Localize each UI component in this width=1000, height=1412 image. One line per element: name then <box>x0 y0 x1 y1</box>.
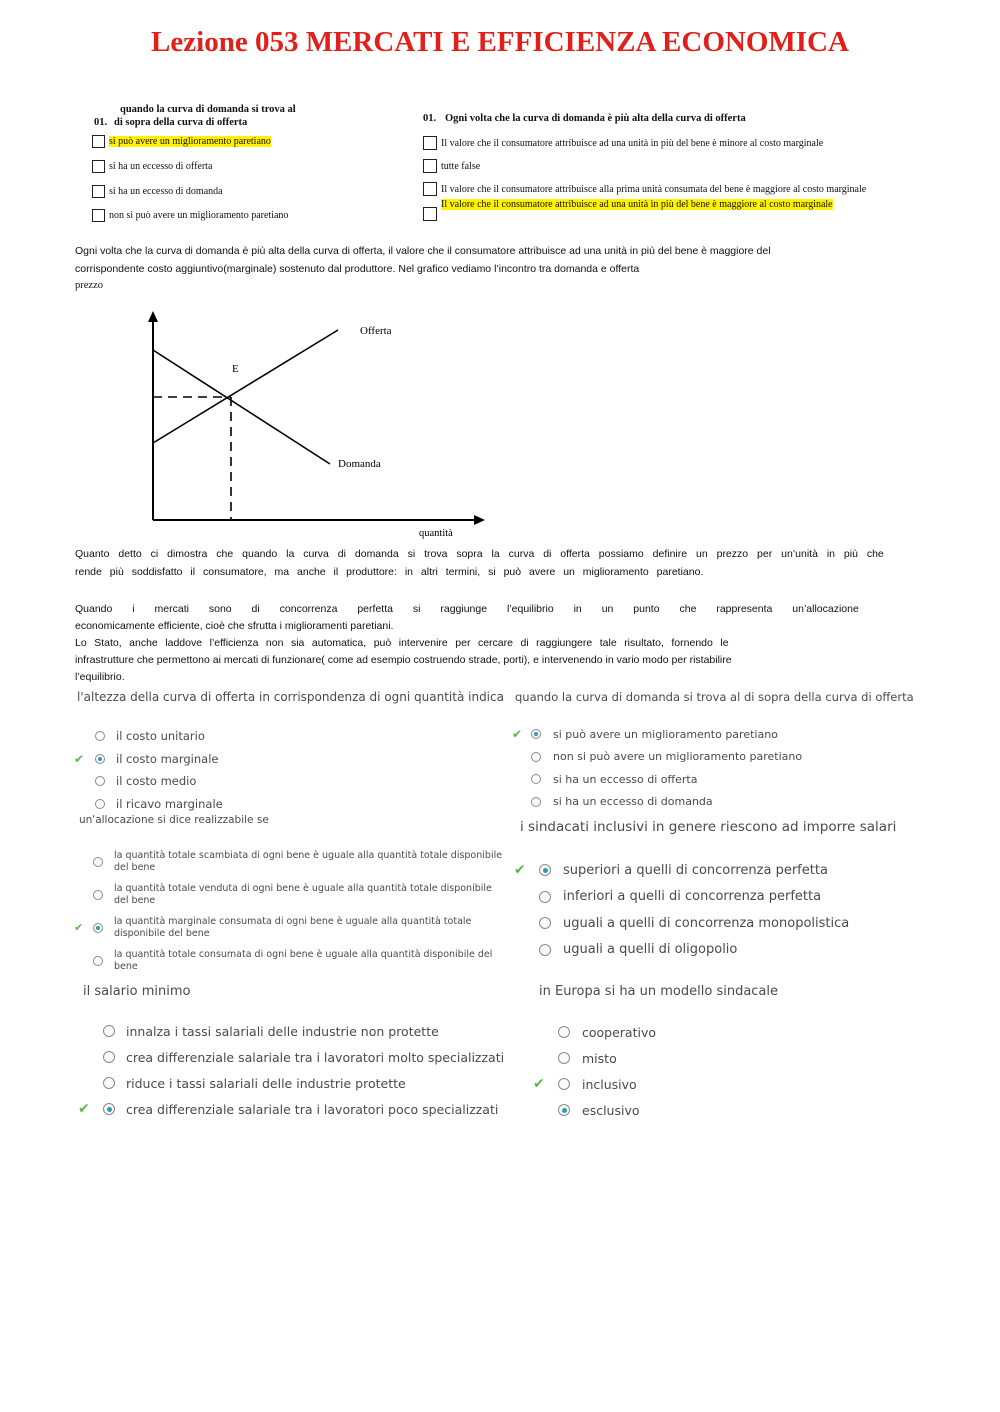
shot1-option-label: il costo medio <box>116 774 197 789</box>
shot2-options <box>512 723 802 813</box>
shot2-option-label: si può avere un miglioramento paretiano <box>553 727 778 741</box>
quiz-right-option[interactable] <box>423 182 866 196</box>
shot1-option-label: il costo marginale <box>116 751 219 766</box>
shot2-option[interactable] <box>512 723 802 746</box>
shot5-options <box>78 1018 504 1122</box>
radio-button[interactable] <box>103 1103 115 1115</box>
radio-button[interactable] <box>539 917 551 929</box>
quiz-left-option-label: non si può avere un miglioramento paretiano <box>109 210 289 221</box>
shot3-option-line2: del bene <box>114 861 156 873</box>
shot6-options <box>533 1019 656 1123</box>
shot6-option-label: inclusivo <box>582 1076 637 1092</box>
shot3-option-text <box>114 949 492 972</box>
shot3-option-line1: la quantità totale consumata di ogni bene è uguale alla quantità disponibile del <box>114 949 493 960</box>
shot5-question: il salario minimo <box>83 984 191 999</box>
shot4-options <box>514 857 849 963</box>
quiz-right-option-label: Il valore che il consumatore attribuisce ad una unità in più del bene è minore al costo marginale <box>441 137 824 149</box>
shot3-option-line1: la quantità totale scambiata di ogni bene è uguale alla quantità totale disponibile <box>114 850 503 861</box>
checkbox[interactable] <box>92 135 105 148</box>
shot6-option-label: cooperativo <box>582 1024 657 1040</box>
shot6-option[interactable] <box>533 1019 656 1045</box>
shot3-option[interactable] <box>74 845 502 878</box>
quiz-left-option[interactable] <box>92 160 212 173</box>
shot5-option-label: crea differenziale salariale tra i lavoratori molto specializzati <box>126 1049 505 1065</box>
radio-button[interactable] <box>531 752 541 762</box>
checkbox[interactable] <box>423 182 437 196</box>
paragraph-2 <box>75 546 884 581</box>
quiz-left-option[interactable] <box>92 185 223 198</box>
paragraph-2-line1: Quanto detto ci dimostra che quando la curva di domanda si trova sopra la curva di offerta possiamo definire un prezzo per un’unità in più che <box>75 548 884 560</box>
shot1-option[interactable] <box>74 725 223 748</box>
shot2-question: quando la curva di domanda si trova al di sopra della curva di offerta <box>515 690 914 704</box>
paragraph-1-line1: Ogni volta che la curva di domanda è più alta della curva di offerta, il valore che il consumatore attribuisce ad una unità in più del bene è maggiore del <box>75 245 771 257</box>
shot3-options <box>74 845 502 977</box>
quiz-right-question <box>423 112 746 125</box>
radio-button[interactable] <box>531 797 541 807</box>
shot1-question: l'altezza della curva di offerta in corrispondenza di ogni quantità indica <box>77 690 504 704</box>
radio-button[interactable] <box>558 1078 570 1090</box>
quiz-right-option-label: Il valore che il consumatore attribuisce alla prima unità consumata del bene è maggiore al costo marginale <box>441 183 867 195</box>
radio-button[interactable] <box>103 1051 115 1063</box>
shot2-option-label: si ha un eccesso di offerta <box>553 772 698 786</box>
check-icon: ✔ <box>74 751 85 766</box>
shot3-question: un'allocazione si dice realizzabile se <box>79 814 269 826</box>
paragraph-3-line4: infrastrutture che permettono ai mercati di funzionare( come ad esempio costruendo strade, porti), e intervenendo in vario modo per ristabilire <box>75 654 732 666</box>
check-icon: ✔ <box>514 862 526 879</box>
shot1-option[interactable] <box>74 770 223 793</box>
graph-y-label: prezzo <box>75 280 103 291</box>
supply-curve <box>153 330 338 443</box>
radio-button[interactable] <box>539 891 551 903</box>
quiz-right-option[interactable] <box>423 136 823 150</box>
shot6-option[interactable] <box>533 1097 656 1123</box>
shot3-option-line2: bene <box>114 960 138 972</box>
shot6-question: in Europa si ha un modello sindacale <box>539 984 779 999</box>
shot1-options <box>74 725 223 815</box>
shot4-option-label: uguali a quelli di oligopolio <box>563 942 738 958</box>
shot3-option-text <box>114 850 502 873</box>
y-axis-arrow <box>148 311 158 322</box>
shot2-option[interactable] <box>512 768 802 791</box>
paragraph-3-line2: economicamente efficiente, cioè che sfrutta i miglioramenti paretiani. <box>75 620 394 632</box>
quiz-right-option-label: Il valore che il consumatore attribuisce ad una unità in più del bene è maggiore al costo marginale <box>441 199 833 210</box>
radio-button[interactable] <box>95 731 105 741</box>
paragraph-3 <box>75 601 915 686</box>
shot1-option[interactable] <box>74 748 223 771</box>
checkbox[interactable] <box>423 207 437 221</box>
paragraph-2-line2: rende più soddisfatto il consumatore, ma anche il produttore: in altri termini, si può avere un miglioramento paretiano. <box>75 565 704 578</box>
quiz-left-question-line1: quando la curva di domanda si trova al <box>120 104 296 115</box>
check-icon: ✔ <box>78 1101 90 1117</box>
shot5-option[interactable] <box>78 1018 504 1044</box>
shot6-option[interactable] <box>533 1071 656 1097</box>
shot1-option-label: il ricavo marginale <box>116 796 223 811</box>
shot6-option-label: misto <box>582 1050 617 1066</box>
shot5-option-label: innalza i tassi salariali delle industrie non protette <box>126 1023 439 1039</box>
quiz-right-option[interactable] <box>423 159 480 173</box>
shot3-option-line2: disponibile del bene <box>114 927 210 939</box>
shot4-option-label: uguali a quelli di concorrenza monopolistica <box>563 915 850 931</box>
equilibrium-label: E <box>232 363 239 375</box>
shot5-option-label: crea differenziale salariale tra i lavoratori poco specializzati <box>126 1101 499 1117</box>
radio-button[interactable] <box>93 857 103 867</box>
shot1-option[interactable] <box>74 793 223 816</box>
shot5-option[interactable] <box>78 1044 504 1070</box>
radio-button[interactable] <box>95 799 105 809</box>
paragraph-3-line5: l’equilibrio. <box>75 671 125 683</box>
shot2-option[interactable] <box>512 746 802 769</box>
shot3-option-line1: la quantità marginale consumata di ogni bene è uguale alla quantità totale <box>114 916 472 927</box>
shot3-option-text <box>114 883 492 906</box>
supply-demand-graph <box>140 308 500 544</box>
quiz-left-question <box>94 103 324 129</box>
shot4-option[interactable] <box>514 937 849 964</box>
paragraph-1 <box>75 243 865 278</box>
shot4-option[interactable] <box>514 910 849 937</box>
shot5-option[interactable] <box>78 1096 504 1122</box>
radio-button[interactable] <box>95 754 105 764</box>
checkbox[interactable] <box>423 136 437 150</box>
quiz-left-option-label: si ha un eccesso di domanda <box>109 186 223 197</box>
paragraph-3-line1: Quando i mercati sono di concorrenza perfetta si raggiunge l’equilibrio in un punto che rappresenta un’allocazione <box>75 603 859 615</box>
check-icon: ✔ <box>512 727 523 742</box>
radio-button[interactable] <box>103 1077 115 1089</box>
shot2-option[interactable] <box>512 791 802 814</box>
quiz-left-option[interactable] <box>92 209 288 222</box>
radio-button[interactable] <box>93 956 103 966</box>
shot3-option-line2: del bene <box>114 894 156 906</box>
checkbox[interactable] <box>92 160 105 173</box>
checkbox[interactable] <box>92 185 105 198</box>
quiz-left-option-label: si può avere un miglioramento paretiano <box>109 136 271 147</box>
page-title: Lezione 053 MERCATI E EFFICIENZA ECONOMICA <box>151 26 849 58</box>
paragraph-1-line2: corrispondente costo aggiuntivo(marginale) sostenuto dal produttore. Nel grafico vediamo l’incontro tra domanda e offerta <box>75 262 640 275</box>
shot1-option-label: il costo unitario <box>116 729 205 744</box>
shot5-option-label: riduce i tassi salariali delle industrie protette <box>126 1075 406 1091</box>
shot4-question: i sindacati inclusivi in genere riescono ad imporre salari <box>520 819 897 835</box>
quiz-right-option-label: tutte false <box>441 160 481 172</box>
radio-button[interactable] <box>558 1104 570 1116</box>
shot4-option-label: superiori a quelli di concorrenza perfetta <box>563 862 828 878</box>
quiz-right-number: 01. <box>423 113 437 124</box>
shot3-option-line1: la quantità totale venduta di ogni bene è uguale alla quantità totale disponibile <box>114 883 492 894</box>
quiz-left-question-line2: di sopra della curva di offerta <box>114 117 248 128</box>
quiz-left-option[interactable] <box>92 135 271 148</box>
radio-button[interactable] <box>539 864 551 876</box>
radio-button[interactable] <box>95 776 105 786</box>
shot6-option[interactable] <box>533 1045 656 1071</box>
shot2-option-label: si ha un eccesso di domanda <box>553 795 713 809</box>
radio-button[interactable] <box>558 1052 570 1064</box>
radio-button[interactable] <box>531 774 541 784</box>
radio-button[interactable] <box>93 923 103 933</box>
radio-button[interactable] <box>531 729 541 739</box>
x-axis-arrow <box>474 515 485 525</box>
shot4-option[interactable] <box>514 884 849 911</box>
shot2-option-label: non si può avere un miglioramento paretiano <box>553 750 803 764</box>
quiz-left-number: 01. <box>94 117 108 128</box>
quiz-right-question-text: Ogni volta che la curva di domanda è più alta della curva di offerta <box>445 113 746 124</box>
shot3-option[interactable] <box>74 944 502 977</box>
demand-label: Domanda <box>338 458 381 470</box>
quiz-right-option[interactable] <box>423 199 833 221</box>
graph-x-label: quantità <box>419 528 453 539</box>
shot3-option[interactable] <box>74 878 502 911</box>
shot4-option[interactable] <box>514 857 849 884</box>
radio-button[interactable] <box>103 1025 115 1037</box>
checkbox[interactable] <box>423 159 437 173</box>
check-icon: ✔ <box>533 1076 545 1092</box>
shot6-option-label: esclusivo <box>582 1102 640 1118</box>
paragraph-3-line3: Lo Stato, anche laddove l’efficienza non sia automatica, può intervenire per cercare di raggiungere tale risultato, fornendo le <box>75 637 729 649</box>
supply-label: Offerta <box>360 325 392 337</box>
shot3-option[interactable] <box>74 911 502 944</box>
shot5-option[interactable] <box>78 1070 504 1096</box>
check-icon: ✔ <box>74 920 84 934</box>
demand-curve <box>153 350 330 464</box>
shot4-option-label: inferiori a quelli di concorrenza perfetta <box>563 889 822 905</box>
radio-button[interactable] <box>539 944 551 956</box>
radio-button[interactable] <box>558 1026 570 1038</box>
quiz-left-option-label: si ha un eccesso di offerta <box>109 161 213 172</box>
shot3-option-text <box>114 916 471 939</box>
radio-button[interactable] <box>93 890 103 900</box>
checkbox[interactable] <box>92 209 105 222</box>
